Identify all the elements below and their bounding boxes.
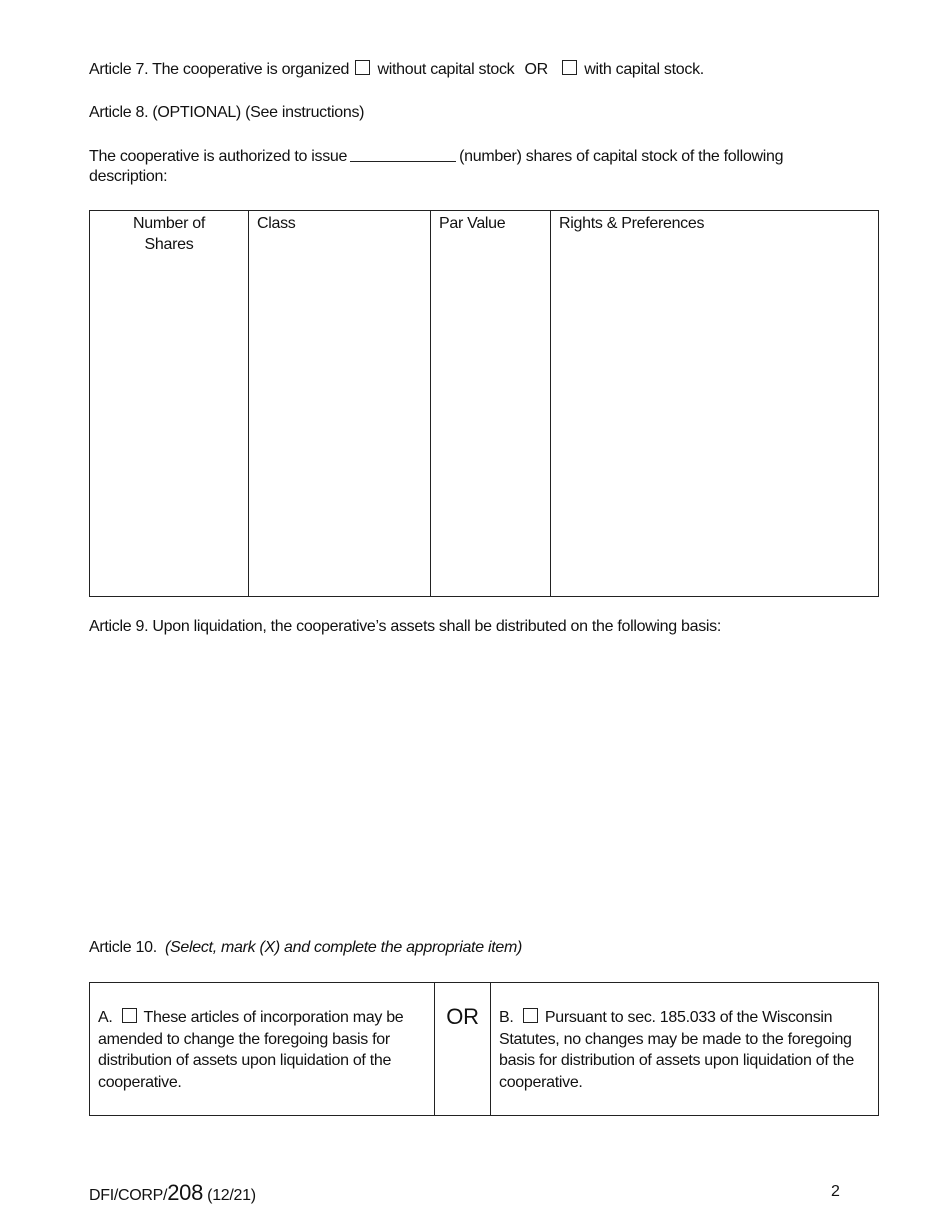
article-10-options-table [89, 982, 879, 1116]
option-b-cell [491, 983, 879, 1116]
article-7-option-with-stock: with capital stock. [584, 61, 704, 78]
form-prefix: DFI/CORP/ [89, 1187, 168, 1204]
article-7-line [89, 60, 704, 79]
header-par-value[interactable]: Par Value [431, 211, 551, 597]
without-capital-stock-checkbox[interactable] [355, 60, 370, 75]
form-date: (12/21) [207, 1187, 256, 1204]
article-7-option-without-stock: without capital stock [377, 61, 515, 78]
capital-stock-table [89, 210, 879, 597]
article-8-authorization [89, 147, 783, 166]
article-8-text-before: The cooperative is authorized to issue [89, 148, 348, 165]
article-7-prefix: Article 7. The cooperative is organized [89, 61, 350, 78]
shares-number-field[interactable] [350, 147, 456, 162]
header-class[interactable]: Class [249, 211, 431, 597]
option-b-text: Pursuant to sec. 185.033 of the Wisconsin Statutes, no changes may be made to the foregoing basis for distribution of assets upon liquidation of the cooperative. [499, 1009, 854, 1091]
option-b-checkbox[interactable] [523, 1008, 538, 1023]
article-10-or: OR [435, 983, 491, 1116]
option-a-cell [90, 983, 435, 1116]
article-10-heading [89, 939, 522, 957]
with-capital-stock-checkbox[interactable] [562, 60, 577, 75]
option-a-checkbox[interactable] [122, 1008, 137, 1023]
option-a-letter: A. [98, 1009, 113, 1026]
article-8-text-after: (number) shares of capital stock of the following [459, 148, 784, 165]
article-10-instruction: (Select, mark (X) and complete the appropriate item) [165, 939, 523, 956]
page-number: 2 [831, 1183, 840, 1200]
article-10-label: Article 10. [89, 939, 157, 956]
option-a-text: These articles of incorporation may be amended to change the foregoing basis for distribution of assets upon liquidation of the cooperative. [98, 1009, 404, 1091]
form-number: 208 [167, 1180, 204, 1205]
form-identifier [89, 1180, 256, 1206]
header-rights-preferences[interactable]: Rights & Preferences [551, 211, 879, 597]
header-number-of-shares[interactable]: Number of Shares [90, 211, 249, 597]
article-9-text: Article 9. Upon liquidation, the cooperative’s assets shall be distributed on the following basis: [89, 618, 722, 635]
article-8-text-line2: description: [89, 168, 168, 185]
option-b-letter: B. [499, 1009, 514, 1026]
article-7-or: OR [524, 61, 548, 78]
article-8-heading: Article 8. (OPTIONAL) (See instructions) [89, 104, 365, 121]
